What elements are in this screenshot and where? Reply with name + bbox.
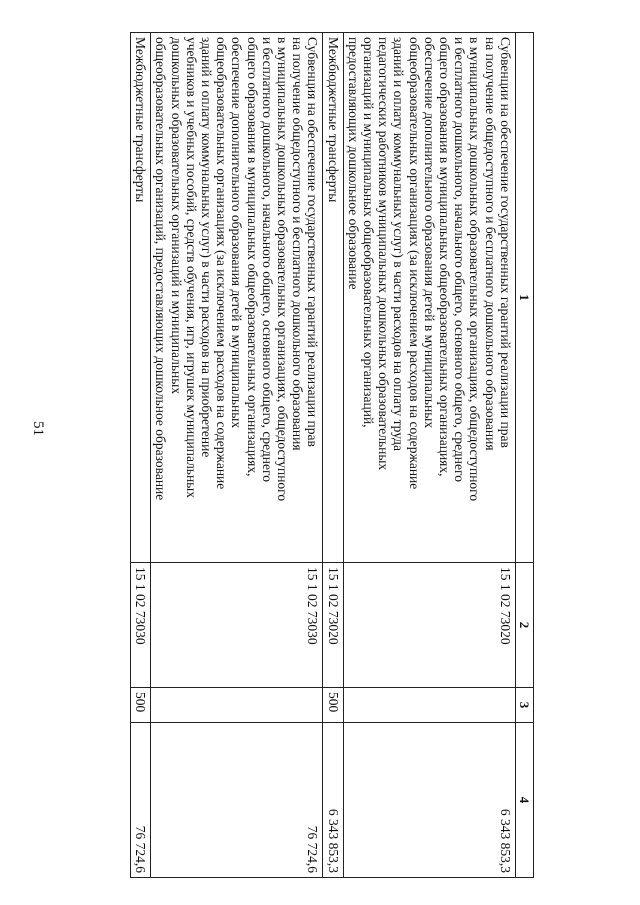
budget-table: [130, 32, 534, 878]
row-type: 500: [323, 688, 343, 723]
rotated-table-container: [69, 32, 534, 877]
row-amount: 6 343 853,3: [343, 723, 515, 878]
table-row: [343, 33, 515, 878]
row-type: [343, 688, 515, 723]
row-name: Межбюджетные трансферты: [323, 33, 343, 563]
row-amount: 76 724,6: [130, 723, 150, 878]
row-amount: 6 343 853,3: [323, 723, 343, 878]
header-col-2: 2: [515, 563, 533, 688]
row-type: [151, 688, 323, 723]
row-code: 15 1 02 73030: [151, 563, 323, 688]
row-code: 15 1 02 73020: [323, 563, 343, 688]
table-row: [151, 33, 323, 878]
row-code: 15 1 02 73030: [130, 563, 150, 688]
row-amount: 76 724,6: [151, 723, 323, 878]
header-col-3: 3: [515, 688, 533, 723]
table-row: [323, 33, 343, 878]
table-row: [130, 33, 150, 878]
header-row: [515, 33, 533, 878]
header-col-4: 4: [515, 723, 533, 878]
row-name: Субвенции на обеспечение государственных гарантий реализации прав на получение общедоступного и бесплатного дошкольного образования в муниципальных дошкольных образовательных организациях, общедоступного и бесплатного дошкольного, начального общего, основного общего, среднего общего образования в муниципальных общеобразовательных организациях, обеспечение дополнительного образования детей в муниципальных общеобразовательных организациях (за исключением расходов на содержание зданий и оплату коммунальных услуг) в части расходов на оплату труда педагогических работников муниципальных дошкольных образовательных организаций и муниципальных общеобразовательных организаций, предоставляющих дошкольное образование: [343, 33, 515, 563]
page-number: 51: [30, 421, 46, 436]
row-name: Субвенция на обеспечение государственных гарантий реализации прав на получение общедоступного и бесплатного дошкольного образования в муниципальных дошкольных образовательных организациях, общедоступного и бесплатного дошкольного, начального общего, основного общего, среднего общего образования в муниципальных общеобразовательных организациях, обеспечение дополнительного образования детей в муниципальных общеобразовательных организациях (за исключением расходов на содержание зданий и оплату коммунальных услуг) в части расходов на приобретение учебников и учебных пособий, средств обучения, игр, игрушек муниципальных дошкольных образовательных организаций и муниципальных общеобразовательных организаций, предоставляющих дошкольное образование: [151, 33, 323, 563]
header-col-1: 1: [515, 33, 533, 563]
row-type: 500: [130, 688, 150, 723]
row-code: 15 1 02 73020: [343, 563, 515, 688]
row-name: Межбюджетные трансферты: [130, 33, 150, 563]
